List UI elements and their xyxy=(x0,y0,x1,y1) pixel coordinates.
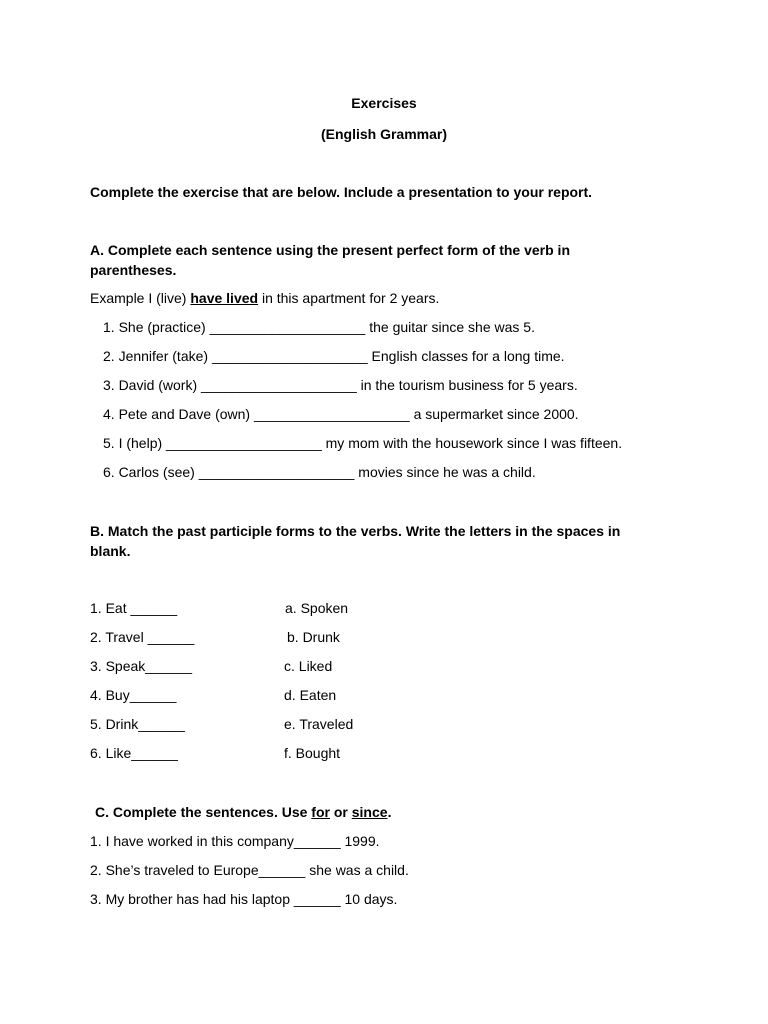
section-a-item: 2. Jennifer (take) ____________________ English classes for a long time. xyxy=(103,348,565,364)
section-a-example xyxy=(90,290,439,306)
participle-item: a. Spoken xyxy=(285,600,349,616)
section-c-heading-end: . xyxy=(387,804,392,820)
verb-item: 4. Buy______ xyxy=(90,687,177,703)
verb-item: 5. Drink______ xyxy=(90,716,185,732)
section-b-heading-line1: B. Match the past participle forms to the verbs. Write the letters in the spaces in xyxy=(90,523,621,539)
section-c-heading-since: since xyxy=(351,804,388,820)
participle-item: c. Liked xyxy=(284,658,333,674)
participle-item: f. Bought xyxy=(284,745,341,761)
section-c-item: 1. I have worked in this company______ 1999. xyxy=(90,833,380,849)
section-a-item: 1. She (practice) ____________________ the guitar since she was 5. xyxy=(103,319,535,335)
section-c-heading-or: or xyxy=(329,804,352,820)
example-prefix: Example I (live) xyxy=(90,290,191,306)
example-suffix: in this apartment for 2 years. xyxy=(258,290,440,306)
section-a-heading-line2: parentheses. xyxy=(90,262,177,278)
participle-item: d. Eaten xyxy=(284,687,337,703)
section-c-heading-prefix: C. Complete the sentences. Use xyxy=(95,804,312,820)
verb-item: 3. Speak______ xyxy=(90,658,192,674)
section-c-item: 3. My brother has had his laptop ______ 10 days. xyxy=(90,891,398,907)
section-c-heading-for: for xyxy=(311,804,330,820)
verb-item: 2. Travel ______ xyxy=(90,629,195,645)
section-c-item: 2. She’s traveled to Europe______ she was a child. xyxy=(90,862,409,878)
example-answer: have lived xyxy=(190,290,259,306)
page-title: Exercises xyxy=(351,95,417,111)
section-a-item: 6. Carlos (see) ____________________ movies since he was a child. xyxy=(103,464,536,480)
section-a-item: 4. Pete and Dave (own) ____________________ a supermarket since 2000. xyxy=(103,406,579,422)
section-a-heading-line1: A. Complete each sentence using the present perfect form of the verb in xyxy=(90,242,570,258)
participle-item: e. Traveled xyxy=(284,716,354,732)
section-c-heading xyxy=(95,804,391,820)
verb-item: 6. Like______ xyxy=(90,745,178,761)
participle-item: b. Drunk xyxy=(287,629,340,645)
instruction: Complete the exercise that are below. Include a presentation to your report. xyxy=(90,184,593,200)
section-b-heading-line2: blank. xyxy=(90,543,131,559)
page-subtitle: (English Grammar) xyxy=(320,126,448,142)
verb-item: 1. Eat ______ xyxy=(90,600,178,616)
section-a-item: 5. I (help) ____________________ my mom with the housework since I was fifteen. xyxy=(103,435,623,451)
section-a-item: 3. David (work) ____________________ in the tourism business for 5 years. xyxy=(103,377,578,393)
